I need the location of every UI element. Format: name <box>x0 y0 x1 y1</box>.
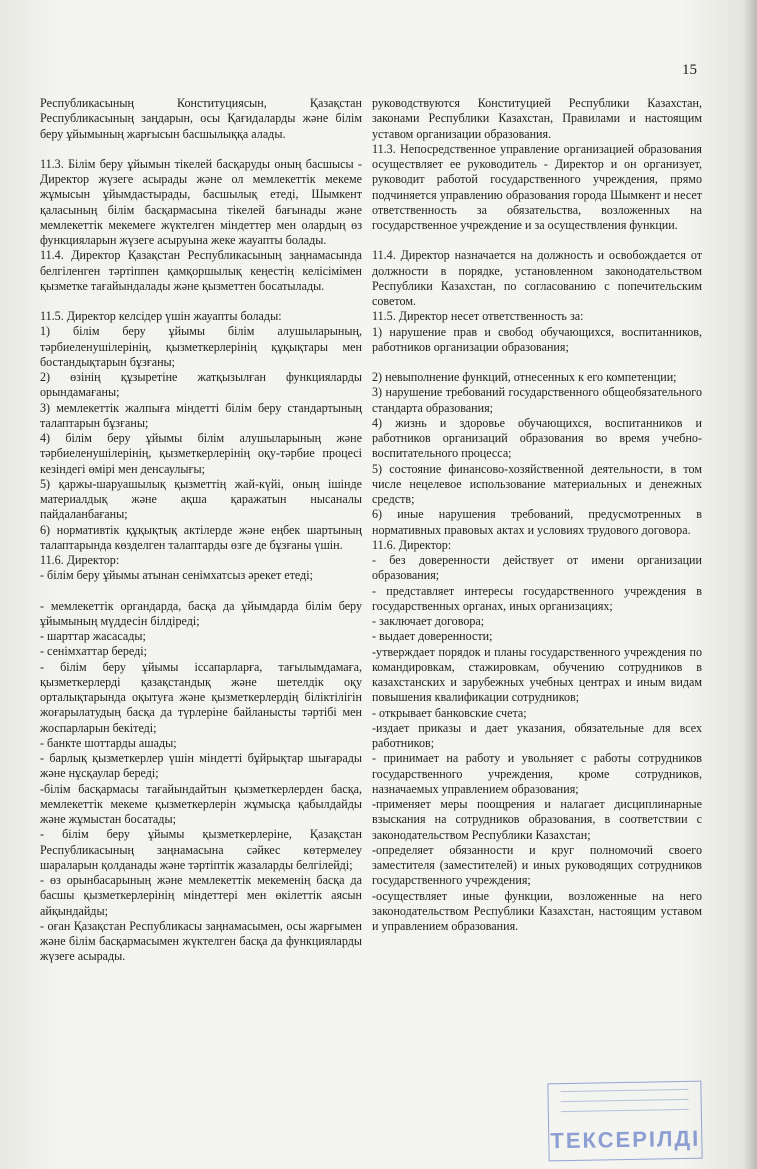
paragraph: 5) қаржы-шаруашылық қызметтің жай-күйі, оның ішінде материалдық және ақша қаражатын нысаналы пайдаланбағаны; <box>40 476 362 522</box>
paragraph: -осуществляет иные функции, возложенные на него законодательством Республики Казахстан, настоящим уставом и управлением образования. <box>372 888 702 933</box>
paragraph: 2) невыполнение функций, отнесенных к его компетенции; <box>372 370 677 384</box>
paragraph: 4) білім беру ұйымы білім алушыларының және тәрбиеленушілерінің, қызметкерлерінің оқу-тәрбие процесі кезіндегі өмірі мен денсаулығы; <box>40 431 362 476</box>
paragraph: 6) нормативтік құқықтық актілерде және еңбек шартының талаптарында көзделген талаптарды өзге де бұзғаны үшін. <box>40 522 362 552</box>
paragraph: - открывает банковские счета; <box>372 705 527 720</box>
paragraph-gap <box>40 294 362 309</box>
paragraph: 11.5. Директор несет ответственность за: <box>372 309 584 324</box>
paragraph: 6) иные нарушения требований, предусмотренных в нормативных правовых актах и условиях трудового договора. <box>372 507 702 537</box>
paragraph: 4) жизнь и здоровье обучающихся, воспитанников и работников организаций образования во время учебно-воспитательного процесса; <box>372 415 702 461</box>
paragraph-gap <box>40 142 362 157</box>
paragraph: - без доверенности действует от имени организации образования; <box>372 553 702 583</box>
paragraph: -применяет меры поощрения и налагает дисциплинарные взыскания на сотрудников образования, в соответствии с законодательством Республики Казахстан; <box>372 797 702 842</box>
paragraph: 11.3. Білім беру ұйымын тікелей басқаруды оның басшысы - Директор жүзеге асырады және ол мемлекеттік мекеме жұмысын ұйымдастырады, басшылық етеді, Шымкент қаласының білім басқармасына тікелей бағынады және мемлекеттік мекемеге жүктелген міндеттер мен олардың өз функцияларын жүзеге асыруына жеке жауапты болады. <box>40 156 362 247</box>
paragraph: 3) нарушение требований государственного общеобязательного стандарта образования; <box>372 385 702 415</box>
paragraph: - выдает доверенности; <box>372 629 493 644</box>
paragraph: - өз орынбасарының және мемлекеттік мекеменің басқа да басшы қызметкерлерінің міндеттері мен өкілеттік аясын айқындайды; <box>40 873 362 918</box>
paragraph: -определяет обязанности и круг полномочий своего заместителя (заместителей) и иных руководящих сотрудников государственного учреждения; <box>372 842 702 888</box>
paragraph: 1) білім беру ұйымы білім алушыларының, тәрбиеленушілерінің, қызметкерлерінің құқықтары мен бостандықтарын бұзғаны; <box>40 324 362 369</box>
paragraph-gap <box>372 233 702 248</box>
paragraph: 11.6. Директор: <box>372 537 452 552</box>
paragraph: руководствуются Конституцией Республики Казахстан, законами Республики Казахстан, Правилами и настоящим уставом организации образования. <box>372 96 702 141</box>
stamp-line <box>561 1109 689 1118</box>
stamp-word: ТЕКСЕРІЛДІ <box>550 1125 701 1154</box>
paragraph: 11.4. Директор Қазақстан Республикасының заңнамасында белгіленген тәртіппен қамқоршылық кеңестің келісімімен қызметке тағайындалады және қызметтен босатылады. <box>40 248 362 293</box>
paragraph: 11.6. Директор: <box>40 553 120 567</box>
kazakh-column <box>40 96 362 965</box>
paragraph: 2) өзінің құзыретіне жатқызылған функцияларды орындамағаны; <box>40 370 362 400</box>
paragraph-gap <box>372 355 702 370</box>
page-edge-shadow <box>743 0 757 1169</box>
paragraph: - білім беру ұйымы іссапарларға, тағылымдамаға, қызметкерлерді қазақстандық және шетелдік оқу орталықтарында оқытуға және қызметкерлердің біліктілігін жоғарылатудың басқа да түрлеріне байланысты тәртібі мен жоспарларын бекітеді; <box>40 659 362 735</box>
paragraph: - білім беру ұйымы қызметкерлеріне, Қазақстан Республикасының заңнамасына сәйкес көтермелеу шараларын қолданады және тәртіптік жазаларды белгілейді; <box>40 827 362 872</box>
paragraph: 5) состояние финансово-хозяйственной деятельности, в том числе нецелевое использование материальных и денежных средств; <box>372 461 702 506</box>
stamp-line <box>560 1089 688 1098</box>
paragraph: - банкте шоттарды ашады; <box>40 735 177 750</box>
paragraph: - мемлекеттік органдарда, басқа да ұйымдарда білім беру ұйымының мүддесін білдіреді; <box>40 598 362 628</box>
stamp-line <box>561 1099 689 1108</box>
paragraph: -утверждает порядок и планы государственного учреждения по командировкам, стажировкам, обучению сотрудников в казахстанских и зарубежных учебных центрах и иным видам повышения квалификации сотрудников; <box>372 644 702 705</box>
paragraph: Республикасының Конституциясын, Қазақстан Республикасының заңдарын, осы Қағидаларды және білім беру ұйымының жарғысын басшылыққа алады. <box>40 96 362 141</box>
paragraph: 1) нарушение прав и свобод обучающихся, воспитанников, работников организации образования; <box>372 324 702 354</box>
paragraph: - сенімхаттар береді; <box>40 644 148 659</box>
paragraph: 11.4. Директор назначается на должность и освобождается от должности в порядке, установленном законодательством Республики Казахстан, по согласованию с попечительским советом. <box>372 248 702 308</box>
paragraph: - принимает на работу и увольняет с работы сотрудников государственного учреждения, кроме сотрудников, назначаемых управлением образования; <box>372 751 702 796</box>
russian-column <box>372 96 702 934</box>
paragraph: - шарттар жасасады; <box>40 629 146 643</box>
verification-stamp <box>547 1081 702 1162</box>
paragraph: - білім беру ұйымы атынан сенімхатсыз әрекет етеді; <box>40 568 314 583</box>
paragraph-gap <box>40 584 362 599</box>
paragraph: 11.5. Директор келсідер үшін жауапты болады: <box>40 309 282 323</box>
paragraph: -білім басқармасы тағайындайтын қызметкерлерден басқа, мемлекеттік мекеме қызметкерлерін жұмысқа қабылдайды және жұмыстан босатады; <box>40 781 362 826</box>
paragraph: 3) мемлекеттік жалпыға міндетті білім беру стандартының талаптарын бұзғаны; <box>40 400 362 430</box>
paragraph: - заключает договора; <box>372 614 485 628</box>
paragraph: -издает приказы и дает указания, обязательные для всех работников; <box>372 720 702 750</box>
page-number: 15 <box>682 62 697 78</box>
paragraph: - оған Қазақстан Республикасы заңнамасымен, осы жарғымен және білім басқармасымен жүктелген басқа да функцияларды жүзеге асырады. <box>40 918 362 964</box>
paragraph: - барлық қызметкерлер үшін міндетті бұйрықтар шығарады және нұсқаулар береді; <box>40 751 362 781</box>
paragraph: 11.3. Непосредственное управление организацией образования осуществляет ее руководитель - Директор и он организует, руководит работой государственного учреждения, прямо подчиняется управлению образования города Шымкент и несет ответственность за обязательства, возложенных на государственное учреждение и за осуществления функции. <box>372 141 702 232</box>
paragraph: - представляет интересы государственного учреждения в государственных органах, иных организациях; <box>372 583 702 613</box>
